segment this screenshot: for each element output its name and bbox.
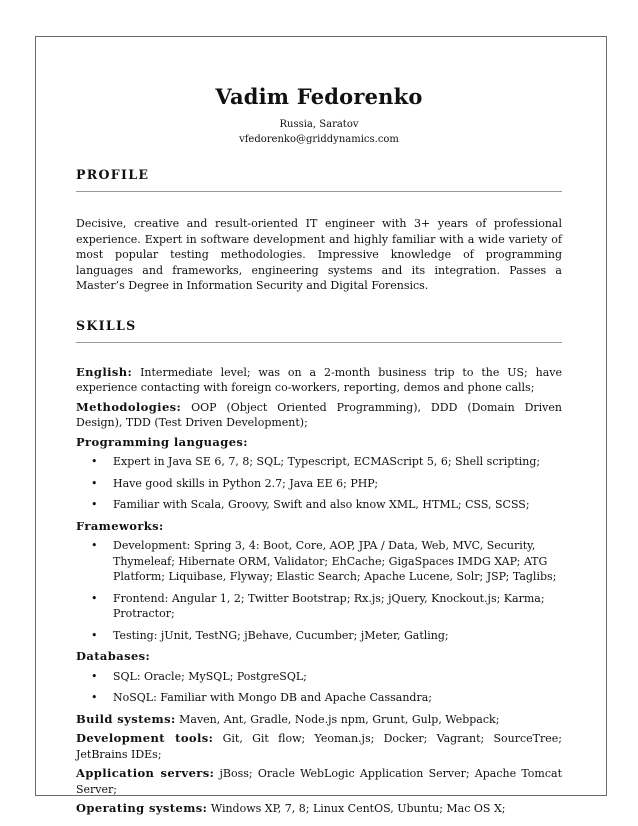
list-item-text: Familiar with Scala, Groovy, Swift and also know XML, HTML; CSS, SCSS;: [113, 498, 530, 511]
list-item: [76, 497, 562, 513]
devtools-text: Git, Git flow; Yeoman.js; Docker; Vagrant; SourceTree; JetBrains IDEs;: [76, 732, 562, 761]
list-item-text: Development: Spring 3, 4: Boot, Core, AOP, JPA / Data, Web, MVC, Security, Thymeleaf; Hibernate ORM, Validator; EhCache; GigaSpaces IMDG XAP; ATG Platform; Liquibase, Flyway; Elastic Search; Apache Lucene, Solr; JSP; Taglibs;: [113, 539, 557, 583]
methodologies-label: Methodologies:: [76, 399, 182, 414]
english-text: Intermediate level; was on a 2-month business trip to the US; have experience contacting with foreign co-workers, reporting, demos and phone calls;: [76, 365, 562, 394]
devtools-entry: [76, 731, 562, 762]
bullet-icon: •: [91, 455, 98, 468]
list-item-text: Testing: jUnit, TestNG; jBehave, Cucumber; jMeter, Gatling;: [113, 628, 449, 642]
location: Russia, Saratov: [279, 119, 359, 130]
programming-label: Programming languages:: [76, 434, 248, 449]
bullet-icon: •: [91, 476, 98, 490]
frameworks-label: Frameworks:: [76, 518, 164, 533]
appservers-entry: [76, 766, 562, 797]
bullet-icon: •: [91, 691, 98, 704]
skills-heading: SKILLS: [76, 318, 562, 343]
list-item-text: Expert in Java SE 6, 7, 8; SQL; Typescript, ECMAScript 5, 6; Shell scripting;: [113, 455, 541, 468]
list-item-text: Have good skills in Python 2.7; Java EE 6; PHP;: [113, 476, 379, 490]
profile-heading: PROFILE: [76, 167, 562, 192]
appservers-label: Application servers:: [76, 766, 215, 780]
build-label: Build systems:: [76, 711, 176, 726]
methodologies-entry: [76, 400, 562, 431]
build-entry: [76, 712, 562, 728]
candidate-name: Vadim Fedorenko: [215, 84, 423, 109]
bullet-icon: •: [91, 628, 98, 642]
appservers-text: jBoss; Oracle WebLogic Application Server; Apache Tomcat Server;: [76, 767, 563, 796]
email: vfedorenko@griddynamics.com: [239, 134, 399, 145]
list-item: [76, 628, 562, 644]
build-text: Maven, Ant, Gradle, Node.js npm, Grunt, Gulp, Webpack;: [179, 712, 500, 726]
english-label: English:: [76, 364, 133, 379]
frameworks-list: [76, 538, 562, 643]
os-label: Operating systems:: [76, 801, 208, 815]
databases-list: [76, 669, 562, 706]
list-item-text: NoSQL: Familiar with Mongo DB and Apache Cassandra;: [113, 691, 432, 704]
list-item: [76, 690, 562, 706]
devtools-label: Development tools:: [76, 731, 214, 745]
list-item: [76, 538, 562, 585]
os-entry: [76, 801, 562, 817]
list-item: [76, 476, 562, 492]
list-item-text: Frontend: Angular 1, 2; Twitter Bootstrap; Rx.js; jQuery, Knockout.js; Karma; Protractor;: [113, 591, 545, 620]
list-item: [76, 591, 562, 622]
databases-label: Databases:: [76, 649, 151, 663]
bullet-icon: •: [91, 498, 98, 511]
list-item: [76, 669, 562, 685]
programming-list: [76, 454, 562, 513]
list-item-text: SQL: Oracle; MySQL; PostgreSQL;: [113, 669, 307, 683]
list-item: [76, 454, 562, 470]
os-text: Windows XP, 7, 8; Linux CentOS, Ubuntu; Mac OS X;: [210, 802, 506, 815]
skills-section: [76, 365, 562, 817]
resume-content: [76, 84, 562, 821]
bullet-icon: •: [91, 669, 98, 683]
methodologies-text: OOP (Object Oriented Programming), DDD (Domain Driven Design), TDD (Test Driven Development);: [76, 400, 562, 429]
bullet-icon: •: [91, 591, 98, 605]
english-entry: [76, 365, 562, 396]
profile-text: Decisive, creative and result-oriented IT engineer with 3+ years of professional experience. Expert in software development and highly familiar with a wide variety of most popular testing methodologies. Impressive knowledge of programming languages and frameworks, engineering systems and its integration. Passes a Master’s Degree in Information Security and Digital Forensics.: [76, 217, 562, 292]
bullet-icon: •: [91, 539, 98, 552]
